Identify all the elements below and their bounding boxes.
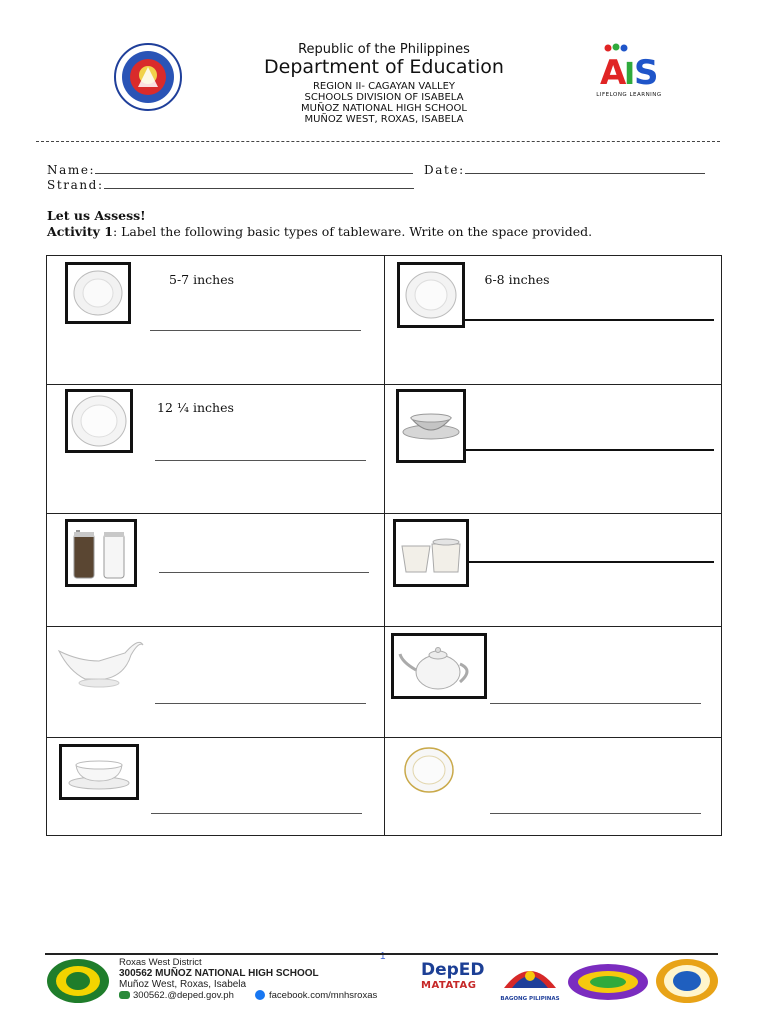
answer-line[interactable] [159,572,369,573]
answer-line[interactable] [465,319,714,321]
dinner-plate-icon [65,389,133,453]
answer-line[interactable] [155,703,366,704]
date-field[interactable] [424,162,705,177]
page-number: 1 [380,951,386,962]
cell-item-6 [384,514,722,627]
cell-item-2 [384,256,722,385]
answer-line[interactable] [465,449,714,451]
email-icon [119,991,130,999]
size-label: 12 ¼ inches [157,400,234,415]
size-label: 6-8 inches [484,272,550,287]
activity-text: : Label the following basic types of tableware. Write on the space provided. [112,224,593,239]
date-label: Date: [424,163,465,177]
address-text: MUÑOZ WEST, ROXAS, ISABELA [304,114,464,125]
name-field[interactable] [47,162,413,177]
cell-item-1 [47,256,385,385]
plate-icon [397,262,465,328]
email-text[interactable]: 300562.@deped.gov.ph [133,990,234,1001]
deped-matatag-logo [421,960,491,1002]
answer-line[interactable] [469,561,714,563]
republic-title: Republic of the Philippines [298,42,470,57]
cell-item-7 [47,627,385,738]
strand-label: Strand: [47,178,104,192]
date-blank[interactable] [465,162,705,174]
cell-item-5 [47,514,385,627]
cell-item-8 [384,627,722,738]
teapot-icon [391,633,487,699]
cell-item-3 [47,385,385,514]
answer-line[interactable] [155,460,366,461]
mnhs-seal-logo [45,958,111,1004]
region-text: REGION II- CAGAYAN VALLEY [312,81,456,92]
small-plate-icon [65,262,131,324]
department-title: Department of Education [264,56,504,78]
activity-label: Activity 1 [47,224,113,239]
strand-blank[interactable] [104,177,414,189]
header-divider [36,141,720,142]
answer-line[interactable] [150,330,361,331]
cell-item-4 [384,385,722,514]
cell-item-9 [47,738,385,836]
school-text: MUÑOZ NATIONAL HIGH SCHOOL [301,103,467,114]
assess-heading: Let us Assess! [47,208,146,223]
bowl-with-saucer-icon [396,389,466,463]
bagong-pilipinas-logo [500,958,560,1004]
gold-rim-plate-icon [395,742,475,808]
division-text: SCHOOLS DIVISION OF ISABELA [304,92,464,103]
deped-logo-text: DepED [421,960,485,980]
division-seal-logo [654,958,720,1004]
svg-text:A: A [600,53,627,90]
name-label: Name: [47,163,96,177]
name-blank[interactable] [95,162,413,174]
answer-line[interactable] [151,813,362,814]
ails-tagline: LIFELONG LEARNING [596,92,662,98]
school-id-text: 300562 MUÑOZ NATIONAL HIGH SCHOOL [119,968,319,979]
matatag-text: MATATAG [421,980,477,991]
tableware-table [46,255,722,836]
bagong-pilipinas-text: BAGONG PILIPINAS [500,996,560,1002]
size-label: 5-7 inches [169,272,235,287]
footer-divider [45,953,718,955]
district-text: Roxas West District [119,957,202,968]
footer-address-text: Muñoz West, Roxas, Isabela [119,979,247,990]
ails-logo [594,42,664,102]
facebook-text[interactable]: facebook.com/mnhsroxas [269,990,378,1001]
soup-cup-with-saucer-icon [59,744,139,800]
activity-instruction [47,224,592,239]
cell-item-10 [384,738,722,836]
svg-text:I: I [624,57,636,90]
strand-field[interactable] [47,177,414,192]
answer-line[interactable] [490,703,701,704]
answer-line[interactable] [490,813,701,814]
ayos-munoz-logo [566,962,650,1002]
facebook-icon [255,990,265,1000]
salt-and-pepper-shakers-icon [65,519,137,587]
svg-text:S: S [634,53,659,90]
gravy-boat-icon [55,631,147,691]
creamer-and-sugar-icon [393,519,469,587]
